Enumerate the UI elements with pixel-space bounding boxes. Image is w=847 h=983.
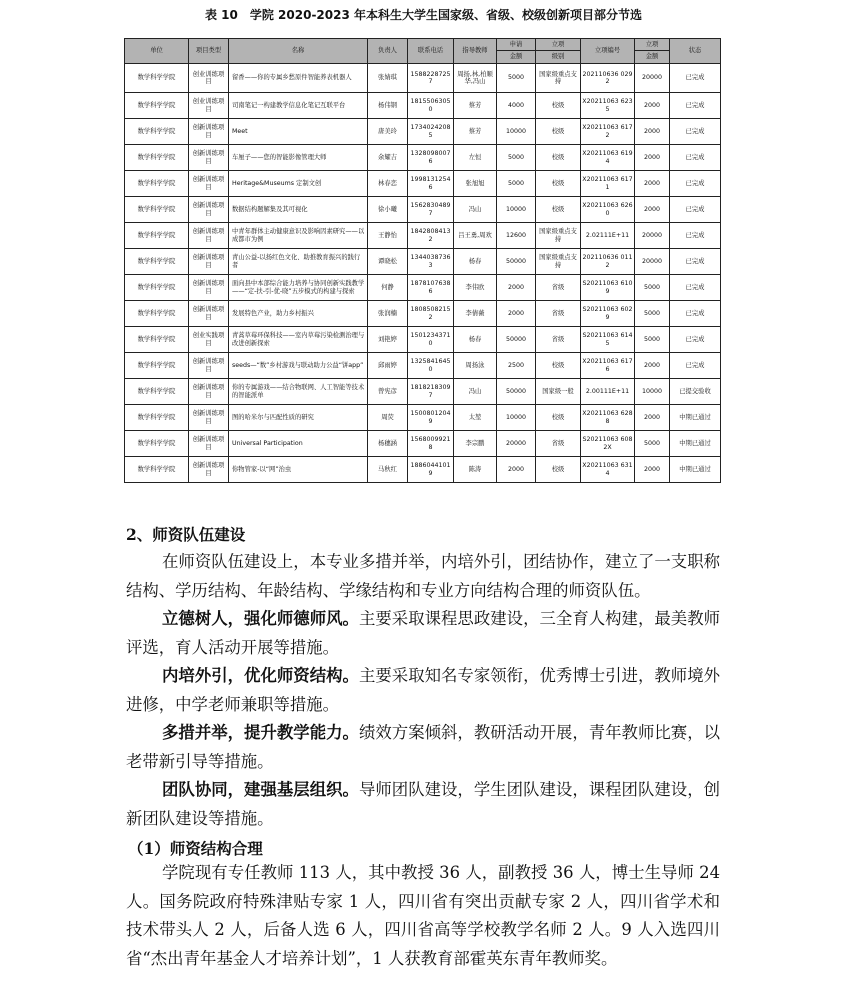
table-cell: 2000 (635, 405, 670, 431)
table-cell: 已完成 (670, 93, 721, 119)
table-cell: 李伟欧 (454, 275, 497, 301)
table-cell: 创新训练项目 (189, 301, 229, 327)
table-cell: 5000 (497, 145, 536, 171)
table-cell: 2500 (497, 353, 536, 379)
table-cell: Universal Participation (229, 431, 368, 457)
table-cell: 国家级重点支持 (536, 249, 581, 275)
table-row (125, 405, 721, 431)
point-paragraph (126, 605, 720, 662)
table-row (125, 197, 721, 223)
point-lead: 多措并举，提升教学能力。 (162, 723, 359, 742)
point-text: 绩效方案倾斜，教研活动开展，青年教师比赛，以老带新引导等措施。 (126, 723, 721, 771)
table-cell: 何静 (368, 275, 408, 301)
table-cell: 10000 (635, 379, 670, 405)
table-cell: 创新训练项目 (189, 457, 229, 483)
table-cell: 18182183097 (408, 379, 454, 405)
table-cell: S20211063 6109 (581, 275, 635, 301)
table-cell: 2.00111E+11 (581, 379, 635, 405)
table-cell: 5000 (497, 64, 536, 93)
table-cell: 数学科学学院 (125, 327, 189, 353)
table-cell: 已完成 (670, 119, 721, 145)
table-cell: X20211063 6176 (581, 353, 635, 379)
table-row (125, 119, 721, 145)
table-cell: 15012343710 (408, 327, 454, 353)
subheader-cell: 金额 (635, 51, 670, 64)
table-cell: 创新训练项目 (189, 405, 229, 431)
header-cell: 项目类型 (189, 39, 229, 64)
table-row (125, 249, 721, 275)
table-cell: X20211063 6288 (581, 405, 635, 431)
point-lead: 团队协同，建强基层组织。 (162, 780, 359, 799)
table-cell: 数据结构题解集及其可视化 (229, 197, 368, 223)
table-cell: 20000 (497, 431, 536, 457)
table-cell: 中期已通过 (670, 457, 721, 483)
table-cell: 10000 (497, 197, 536, 223)
table-cell: 余耀吉 (368, 145, 408, 171)
table-cell: 数学科学学院 (125, 379, 189, 405)
table-cell: 20000 (635, 223, 670, 249)
table-cell: 你的专属游戏——结合物联网、人工智能等技术的智能派单 (229, 379, 368, 405)
table-cell: 邱雨婷 (368, 353, 408, 379)
table-row (125, 171, 721, 197)
table-row (125, 431, 721, 457)
table-cell: 数学科学学院 (125, 249, 189, 275)
table-cell: 校级 (536, 119, 581, 145)
table-cell: 2000 (497, 301, 536, 327)
table-caption: 表 10 学院 2020-2023 年本科生大学生国家级、省级、校级创新项目部分节选 (204, 8, 642, 22)
point-paragraph (126, 776, 720, 833)
table-cell: 数学科学学院 (125, 431, 189, 457)
projects-table (124, 38, 721, 483)
table-cell: 15008012049 (408, 405, 454, 431)
table-cell: 创新训练项目 (189, 171, 229, 197)
table-cell: 创新训练项目 (189, 249, 229, 275)
table-cell: 校级 (536, 457, 581, 483)
table-cell: Meet (229, 119, 368, 145)
table-cell: 吕王勇,周欢 (454, 223, 497, 249)
table-cell: 中青年群体主动健康意识及影响因素研究——以成都市为例 (229, 223, 368, 249)
table-cell: 国家级重点支持 (536, 64, 581, 93)
table-cell: 数学科学学院 (125, 223, 189, 249)
table-cell: 中期已通过 (670, 431, 721, 457)
header-cell: 立项 (536, 39, 581, 51)
header-cell: 申请 (497, 39, 536, 51)
table-cell: 18781076386 (408, 275, 454, 301)
table-row (125, 379, 721, 405)
table-cell: 张旭旭 (454, 171, 497, 197)
table-cell: 蔡芳 (454, 119, 497, 145)
table-cell: 马秋红 (368, 457, 408, 483)
table-row (125, 327, 721, 353)
table-cell: 2000 (635, 457, 670, 483)
table-cell: 王静怡 (368, 223, 408, 249)
table-cell: 50000 (497, 327, 536, 353)
table-cell: 曾宪彦 (368, 379, 408, 405)
table-cell: 已完成 (670, 64, 721, 93)
table-cell: 创新训练项目 (189, 119, 229, 145)
section-intro: 在师资队伍建设上，本专业多措并举，内培外引，团结协作，建立了一支职称结构、学历结构、年龄结构、学缘结构和专业方向结构合理的师资队伍。 (126, 552, 720, 600)
table-cell: X20211063 6260 (581, 197, 635, 223)
table-cell: 已完成 (670, 145, 721, 171)
table-cell: 已完成 (670, 275, 721, 301)
table-cell: 已完成 (670, 197, 721, 223)
subsection-text: 学院现有专任教师 113 人，其中教授 36 人，副教授 36 人，博士生导师 24 人。国务院政府特殊津贴专家 1 人，四川省有突出贡献专家 2 人，四川省学术和技术带头人 2 人，后备人选 6 人，四川省高等学校教学名师 2 人。9 人入选四川省“杰出青年基金人才培养计划”，1 人获教育部霍英东青年教师奖。 (126, 863, 720, 968)
table-cell: 创新训练项目 (189, 431, 229, 457)
table-row (125, 145, 721, 171)
table-cell: 2000 (635, 353, 670, 379)
table-cell: 15680099218 (408, 431, 454, 457)
table-cell: X20211063 6194 (581, 145, 635, 171)
table-cell: 2.02111E+11 (581, 223, 635, 249)
table-cell: 5000 (635, 327, 670, 353)
table-cell: Heritage&Museums 定制文创 (229, 171, 368, 197)
table-cell: 数学科学学院 (125, 197, 189, 223)
table-row (125, 93, 721, 119)
table-cell: 杨穗涵 (368, 431, 408, 457)
table-cell: 李倩薇 (454, 301, 497, 327)
table-cell: 冯山 (454, 197, 497, 223)
table-row (125, 353, 721, 379)
table-cell: 数学科学学院 (125, 93, 189, 119)
table-row (125, 275, 721, 301)
table-cell: 已完成 (670, 171, 721, 197)
table-cell: 周荧 (368, 405, 408, 431)
table-cell: 2000 (635, 119, 670, 145)
table-cell: 司南笔记一构建教学信息化笔记互联平台 (229, 93, 368, 119)
table-cell: 5000 (635, 275, 670, 301)
table-cell: 林春恋 (368, 171, 408, 197)
point-text: 主要采取课程思政建设，三全育人构建，最美教师评选，育人活动开展等措施。 (126, 609, 721, 657)
table-cell: 数学科学学院 (125, 64, 189, 93)
point-lead: 内培外引，优化师资结构。 (162, 666, 359, 685)
table-cell: 19981312546 (408, 171, 454, 197)
table-cell: 5000 (497, 171, 536, 197)
table-cell: 18085082152 (408, 301, 454, 327)
table-cell: 周扬泳 (454, 353, 497, 379)
point-text: 主要采取知名专家领衔，优秀博士引进，教师境外进修，中学老师兼职等措施。 (126, 666, 721, 714)
table-cell: 杨春 (454, 327, 497, 353)
table-cell: 青山公益-以扬红色文化、助推教育振兴的践行者 (229, 249, 368, 275)
table-cell: 17340242085 (408, 119, 454, 145)
table-cell: 杨春 (454, 249, 497, 275)
table-row (125, 301, 721, 327)
table-cell: 创新训练项目 (189, 353, 229, 379)
table-cell: 省级 (536, 431, 581, 457)
header-cell: 指导教师 (454, 39, 497, 64)
table-cell: 15882287257 (408, 64, 454, 93)
table-cell: 刘艳婷 (368, 327, 408, 353)
table-cell: 图的哈米尔与匹配性质的研究 (229, 405, 368, 431)
table-cell: 车厘子——您的智能影像管理大师 (229, 145, 368, 171)
point-text: 导师团队建设，学生团队建设，课程团队建设，创新团队建设等措施。 (126, 780, 721, 828)
table-cell: 青蒿草莓环保科技——室内草莓污染检测治理与改进创新探索 (229, 327, 368, 353)
table-cell: 2000 (635, 197, 670, 223)
header-cell: 联系电话 (408, 39, 454, 64)
table-cell: 已完成 (670, 249, 721, 275)
header-cell: 负责人 (368, 39, 408, 64)
table-cell: 2000 (635, 171, 670, 197)
table-cell: X20211063 6314 (581, 457, 635, 483)
table-cell: 创业训练项目 (189, 93, 229, 119)
table-cell: X20211063 6172 (581, 119, 635, 145)
table-cell: 创新训练项目 (189, 275, 229, 301)
table-cell: 省级 (536, 301, 581, 327)
table-cell: 15628304897 (408, 197, 454, 223)
table-row (125, 64, 721, 93)
table-cell: 2000 (635, 145, 670, 171)
table-cell: 已提交验收 (670, 379, 721, 405)
table-cell: 省级 (536, 327, 581, 353)
table-cell: 创业训练项目 (189, 64, 229, 93)
table-cell: 徐小曦 (368, 197, 408, 223)
table-cell: 数学科学学院 (125, 119, 189, 145)
table-cell: 已完成 (670, 353, 721, 379)
header-cell: 立项 (635, 39, 670, 51)
table-cell: 校级 (536, 171, 581, 197)
header-cell: 状态 (670, 39, 721, 64)
table-cell: 创新训练项目 (189, 379, 229, 405)
header-cell: 单位 (125, 39, 189, 64)
table-cell: 张润楠 (368, 301, 408, 327)
table-cell: 13258416450 (408, 353, 454, 379)
table-cell: 10000 (497, 405, 536, 431)
table-cell: 202110636 0112 (581, 249, 635, 275)
table-cell: 50000 (497, 249, 536, 275)
table-cell: 数学科学学院 (125, 405, 189, 431)
table-cell: 2000 (497, 457, 536, 483)
table-cell: 18155063050 (408, 93, 454, 119)
table-cell: 数学科学学院 (125, 457, 189, 483)
table-cell: 创新训练项目 (189, 197, 229, 223)
table-cell: X20211063 6171 (581, 171, 635, 197)
table-cell: 校级 (536, 145, 581, 171)
header-cell: 名称 (229, 39, 368, 64)
table-cell: S20211063 6029 (581, 301, 635, 327)
table-cell: 数学科学学院 (125, 275, 189, 301)
table-cell: 18860441019 (408, 457, 454, 483)
table-cell: 校级 (536, 405, 581, 431)
table-cell: 已完成 (670, 223, 721, 249)
table-cell: S20211063 6145 (581, 327, 635, 353)
table-cell: 国家级一般 (536, 379, 581, 405)
table-cell: 数学科学学院 (125, 353, 189, 379)
table-cell: 蔡芳 (454, 93, 497, 119)
subsection-heading: （1）师资结构合理 (128, 839, 263, 858)
table-cell: 太堃 (454, 405, 497, 431)
table-cell: 50000 (497, 379, 536, 405)
table-row (125, 457, 721, 483)
table-cell: X20211063 6235 (581, 93, 635, 119)
table-cell: 已完成 (670, 301, 721, 327)
table-cell: 杨伟钢 (368, 93, 408, 119)
table-cell: 发展特色产业，助力乡村振兴 (229, 301, 368, 327)
point-paragraph (126, 719, 720, 776)
table-cell: S20211063 6082X (581, 431, 635, 457)
table-cell: 创业实践项目 (189, 327, 229, 353)
point-paragraph (126, 662, 720, 719)
header-cell: 立项编号 (581, 39, 635, 64)
table-cell: 5000 (635, 301, 670, 327)
table-cell: 20000 (635, 249, 670, 275)
table-cell: 20000 (635, 64, 670, 93)
table-cell: 张婧琪 (368, 64, 408, 93)
table-cell: 数学科学学院 (125, 301, 189, 327)
table-cell: 2000 (635, 93, 670, 119)
subheader-cell: 金额 (497, 51, 536, 64)
section-heading: 2、师资队伍建设 (126, 525, 246, 544)
table-cell: 18428084132 (408, 223, 454, 249)
table-cell: 面向县中本部综合能力培养与协同创新实践教学——“定-扶-引-优-晓”五步模式的构建与探索 (229, 275, 368, 301)
table-cell: 校级 (536, 93, 581, 119)
table-cell: 谭晓松 (368, 249, 408, 275)
table-cell: 数学科学学院 (125, 171, 189, 197)
table-cell: 数学科学学院 (125, 145, 189, 171)
point-lead: 立德树人，强化师德师风。 (162, 609, 359, 628)
table-cell: 创新训练项目 (189, 223, 229, 249)
table-cell: 国家级重点支持 (536, 223, 581, 249)
table-cell: 左恒 (454, 145, 497, 171)
table-cell: seeds—“数”乡村游戏与联动助力公益“饼app” (229, 353, 368, 379)
table-cell: 5000 (635, 431, 670, 457)
table-cell: 中期已通过 (670, 405, 721, 431)
table-cell: 唐美玲 (368, 119, 408, 145)
table-cell: 10000 (497, 119, 536, 145)
table-cell: 校级 (536, 197, 581, 223)
table-cell: 创新训练项目 (189, 145, 229, 171)
table-cell: 2000 (497, 275, 536, 301)
table-cell: 校级 (536, 353, 581, 379)
table-cell: 周扬,林,柏顺华,冯山 (454, 64, 497, 93)
table-cell: 李宗鹏 (454, 431, 497, 457)
table-cell: 陈涛 (454, 457, 497, 483)
table-cell: 你物管家-以“网”治虫 (229, 457, 368, 483)
table-cell: 留香——你的专属乡愁原件智能养表机器人 (229, 64, 368, 93)
table-row (125, 223, 721, 249)
subheader-cell: 级别 (536, 51, 581, 64)
table-cell: 4000 (497, 93, 536, 119)
table-cell: 已完成 (670, 327, 721, 353)
table-cell: 202110636 0292 (581, 64, 635, 93)
table-cell: 冯山 (454, 379, 497, 405)
table-cell: 13280980076 (408, 145, 454, 171)
table-cell: 12600 (497, 223, 536, 249)
table-cell: 省级 (536, 275, 581, 301)
table-cell: 13440387363 (408, 249, 454, 275)
